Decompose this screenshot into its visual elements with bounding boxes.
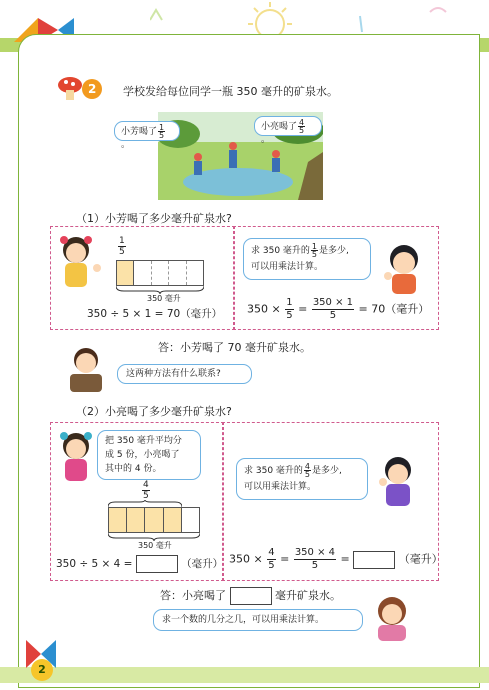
bar-segment <box>117 261 134 285</box>
part1-equation-left: 350 ÷ 5 × 1 = 70（毫升） <box>87 308 223 320</box>
bubble-text: 是多少, <box>319 246 349 256</box>
page-number: 2 <box>31 659 53 681</box>
fraction-fang <box>158 124 165 139</box>
eq-text: = <box>298 302 308 316</box>
bubble-text: 是多少, <box>312 466 342 476</box>
footer-band <box>0 667 489 683</box>
fraction-numerator: 4 <box>304 462 310 471</box>
eq-fraction <box>294 547 336 572</box>
eq-text: 350 ÷ 5 × 4 = <box>56 558 133 570</box>
part1-total-label: 350 毫升 <box>147 294 181 303</box>
part2-diagram-fraction <box>142 480 150 501</box>
fraction-denominator: 5 <box>299 126 305 135</box>
girl-fang-avatar <box>56 232 104 290</box>
eq-unit: （毫升） <box>398 552 443 566</box>
bar-segment <box>134 261 151 285</box>
bubble-text: 求 350 毫升的 <box>251 246 310 256</box>
part2-bar-diagram <box>108 507 200 533</box>
summary-bubble <box>153 609 363 631</box>
bubble-fraction <box>311 243 318 258</box>
part2-bubble-left <box>97 430 201 480</box>
fraction-denominator: 5 <box>304 470 310 479</box>
fraction-numerator: 4 <box>143 480 149 490</box>
bar-segment <box>145 508 163 532</box>
boy-liang-avatar-2 <box>378 456 420 508</box>
bar-segment <box>187 261 203 285</box>
part2-bubble-right <box>236 458 368 500</box>
fraction-denominator: 5 <box>143 491 149 501</box>
speech-bubble-liang <box>254 116 322 145</box>
eq-text: 350 × <box>229 552 263 566</box>
bubble-text: 成 5 份，小亮喝了 <box>105 450 180 460</box>
bar-segment <box>152 261 169 285</box>
part1-answer: 答：小芳喝了 70 毫升矿泉水。 <box>158 341 311 354</box>
part1-bubble-right <box>243 238 371 280</box>
fraction-numerator: 350 × 4 <box>294 547 335 558</box>
teacher-question-bubble <box>117 364 252 384</box>
bar-segment <box>182 508 199 532</box>
girl-fang-avatar-2 <box>56 430 96 482</box>
part2-total-label: 350 毫升 <box>138 541 172 550</box>
example-number: 2 <box>88 82 97 96</box>
part2-answer <box>160 587 341 605</box>
part1-equation-right <box>247 297 429 322</box>
teacher-female-avatar <box>370 595 414 641</box>
fraction-denominator: 5 <box>286 310 293 321</box>
bubble-text: 把 350 毫升平均分 <box>105 436 182 446</box>
fraction-numerator: 1 <box>159 123 165 132</box>
bubble-text: 其中的 4 份。 <box>105 464 162 474</box>
fraction-numerator: 1 <box>286 297 293 308</box>
part2-equation-right <box>229 547 443 572</box>
part2-question: （2）小亮喝了多少毫升矿泉水? <box>76 405 232 418</box>
part2-top-brace <box>108 500 182 507</box>
example-question: 学校发给每位同学一瓶 350 毫升的矿泉水。 <box>123 85 338 98</box>
bubble-text: 求 350 毫升的 <box>244 466 303 476</box>
bubble-text: 可以用乘法计算。 <box>244 482 317 492</box>
speech-fang-suffix: 。 <box>121 140 131 150</box>
mushroom-example-icon <box>56 74 106 104</box>
part2-equation-left <box>56 555 223 573</box>
bar-segment <box>127 508 145 532</box>
speech-liang-suffix: 。 <box>261 135 271 145</box>
eq-fraction <box>267 547 275 572</box>
answer-text: 毫升矿泉水。 <box>275 589 341 602</box>
speech-liang-text: 小亮喝了 <box>261 122 298 132</box>
eq-text: = <box>340 552 350 566</box>
part2-answer-box[interactable] <box>230 587 272 605</box>
eq-text: = 70（毫升） <box>358 302 430 316</box>
eq-unit: （毫升） <box>181 558 224 570</box>
bar-segment <box>109 508 127 532</box>
fraction-numerator: 4 <box>268 547 275 558</box>
bubble-text: 这两种方法有什么联系? <box>126 369 221 379</box>
bar-segment <box>164 508 182 532</box>
speech-fang-text: 小芳喝了 <box>121 127 158 137</box>
eq-text: = <box>280 552 290 566</box>
bar-segment <box>169 261 186 285</box>
fraction-liang <box>298 119 305 134</box>
boy-liang-avatar <box>380 243 430 295</box>
fraction-denominator: 5 <box>311 560 319 571</box>
fraction-denominator: 5 <box>159 131 165 140</box>
eq-fraction <box>312 297 354 322</box>
part1-question: （1）小芳喝了多少毫升矿泉水? <box>76 212 232 225</box>
fraction-numerator: 1 <box>119 236 125 246</box>
bubble-fraction <box>304 463 311 478</box>
fraction-denominator: 5 <box>329 310 337 321</box>
summary-text: 求一个数的几分之几，可以用乘法计算。 <box>162 615 325 625</box>
part2-left-answer-box[interactable] <box>136 555 178 573</box>
sun-doodle <box>150 2 450 36</box>
part1-diagram-fraction <box>118 236 126 257</box>
part2-right-answer-box[interactable] <box>353 551 395 569</box>
bubble-text: 可以用乘法计算。 <box>251 262 324 272</box>
fraction-denominator: 5 <box>268 560 275 571</box>
speech-bubble-fang <box>114 121 180 150</box>
fraction-denominator: 5 <box>311 250 317 259</box>
part1-bar-diagram <box>116 260 204 286</box>
fraction-numerator: 4 <box>299 118 305 127</box>
answer-text: 答：小亮喝了 <box>160 589 226 602</box>
fraction-numerator: 350 × 1 <box>312 297 353 308</box>
teacher-male-avatar <box>66 346 108 392</box>
eq-fraction <box>285 297 293 322</box>
fraction-numerator: 1 <box>311 242 317 251</box>
fraction-denominator: 5 <box>119 247 125 257</box>
eq-text: 350 × <box>247 302 281 316</box>
